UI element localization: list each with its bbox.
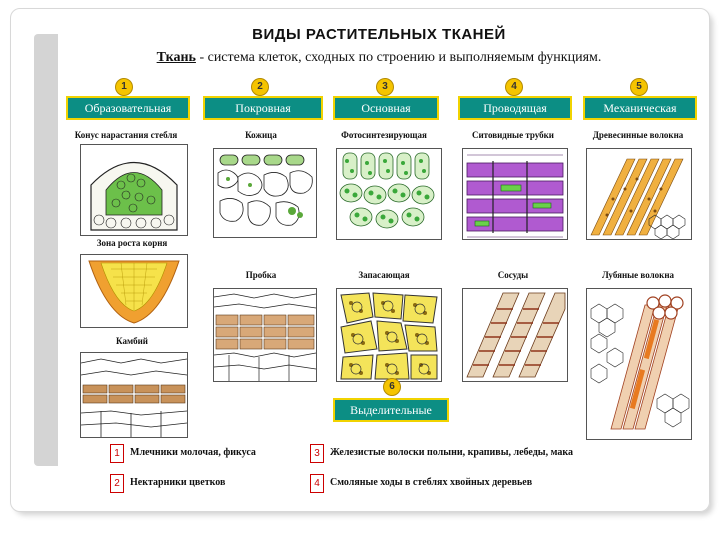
category-number-3: 3 <box>376 78 394 96</box>
sublabel-bast-fibers: Лубяные волокна <box>601 270 675 280</box>
category-number-6: 6 <box>383 378 401 396</box>
category-box-1: Образовательная <box>66 96 190 120</box>
legend-number-3: 3 <box>310 444 324 463</box>
image-storage <box>336 288 442 382</box>
category-number-2: 2 <box>251 78 269 96</box>
category-box-5: Механическая <box>583 96 697 120</box>
category-box-6: Выделительные <box>333 398 449 422</box>
image-root-zone <box>80 254 188 328</box>
category-box-4: Проводящая <box>458 96 572 120</box>
image-stem-apex <box>80 144 188 236</box>
definition-term: Ткань <box>156 50 196 65</box>
sublabel-cork: Пробка <box>245 270 277 280</box>
sublabel-storage: Запасающая <box>358 270 410 280</box>
legend-text-4: Смоляные ходы в стеблях хвойных деревьев <box>330 477 533 488</box>
diagram-content <box>58 20 700 510</box>
sublabel-root-zone: Зона роста корня <box>96 238 168 248</box>
legend-text-2: Нектарники цветков <box>130 477 226 488</box>
legend-number-1: 1 <box>110 444 124 463</box>
image-bast-fibers <box>586 288 692 440</box>
category-box-2: Покровная <box>203 96 323 120</box>
image-sieve-tubes <box>462 148 568 240</box>
sublabel-wood-fibers: Древесинные волокна <box>592 130 684 140</box>
definition-text: - система клеток, сходных по строению и выполняемым функциям. <box>195 50 602 65</box>
image-cambium <box>80 352 188 438</box>
category-number-4: 4 <box>505 78 523 96</box>
sublabel-stem-apex: Конус нарастания стебля <box>74 130 178 140</box>
image-cork <box>213 288 317 382</box>
definition-line <box>58 50 700 66</box>
legend-number-4: 4 <box>310 474 324 493</box>
sublabel-sieve-tubes: Ситовидные трубки <box>472 130 554 140</box>
category-number-5: 5 <box>630 78 648 96</box>
sublabel-vessels: Сосуды <box>497 270 529 280</box>
sublabel-photosynthetic: Фотосинтезирующая <box>341 130 427 140</box>
image-vessels <box>462 288 568 382</box>
sublabel-epidermis: Кожица <box>245 130 277 140</box>
legend-number-2: 2 <box>110 474 124 493</box>
sublabel-cambium: Камбий <box>116 336 148 346</box>
image-epidermis <box>213 148 317 238</box>
image-photosynthetic <box>336 148 442 240</box>
category-box-3: Основная <box>333 96 439 120</box>
category-number-1: 1 <box>115 78 133 96</box>
legend-text-1: Млечники молочая, фикуса <box>130 447 256 458</box>
image-wood-fibers <box>586 148 692 240</box>
diagram-title: ВИДЫ РАСТИТЕЛЬНЫХ ТКАНЕЙ <box>252 26 506 43</box>
legend-text-3: Железистые волоски полыни, крапивы, лебеды, мака <box>330 447 573 458</box>
